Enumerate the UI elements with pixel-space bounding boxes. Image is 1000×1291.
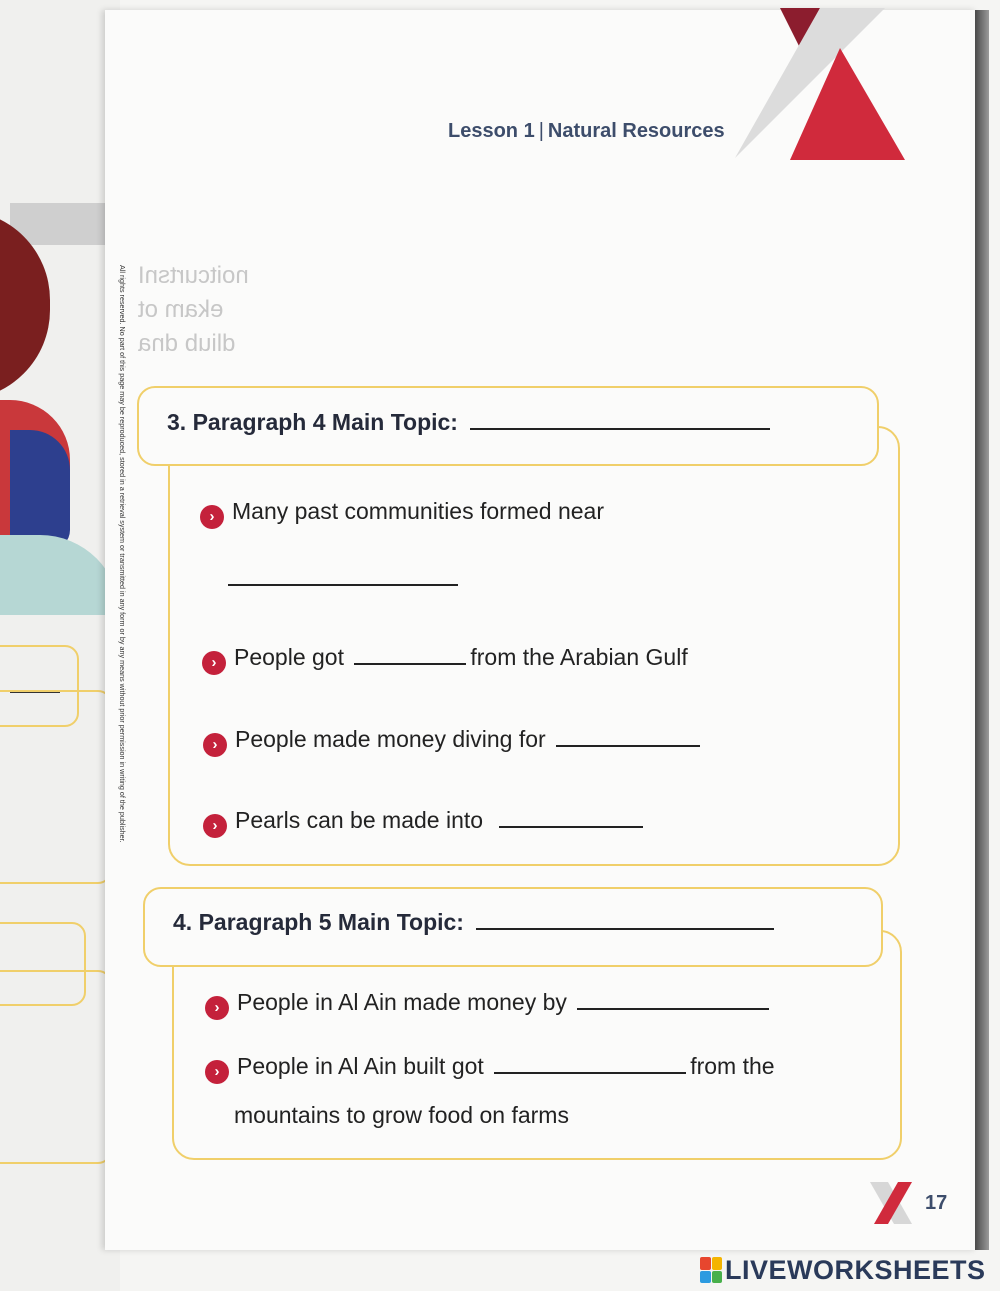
- chevron-right-icon: ›: [202, 651, 226, 675]
- section-4-title: [173, 909, 774, 936]
- bullet-text: People in Al Ain built got: [237, 1053, 484, 1079]
- bullet-text: Many past communities formed near: [232, 498, 604, 524]
- chevron-right-icon: ›: [200, 505, 224, 529]
- page-edge-shadow: [975, 10, 989, 1250]
- bullet-text: Pearls can be made into: [235, 807, 484, 833]
- section-4-bullet-1: [205, 989, 769, 1020]
- section-3-bullet-1-blank[interactable]: [228, 583, 458, 586]
- watermark: [700, 1254, 986, 1286]
- section-3-topic-blank[interactable]: [470, 427, 770, 430]
- section-4-bullet-2-blank[interactable]: [494, 1071, 686, 1074]
- watermark-text: LIVEWORKSHEETS: [725, 1254, 986, 1285]
- bullet-text: People got: [234, 644, 344, 670]
- bullet-text-after: from the Arabian Gulf: [470, 644, 688, 670]
- section-3-bullet-4: [203, 807, 643, 838]
- bullet-text: People in Al Ain made money by: [237, 989, 567, 1015]
- left-page-box: [0, 970, 112, 1164]
- footer-logo-icon: [868, 1180, 916, 1226]
- bleed-through-text: ekam ot: [138, 296, 224, 323]
- section-3-bullet-2-blank[interactable]: [354, 662, 466, 665]
- section-3-bullet-3: [203, 726, 700, 757]
- lesson-number: Lesson 1: [448, 120, 535, 142]
- copyright-notice: All rights reserved. No part of this page may be reproduced, stored in a retrieval system or transmitted in any form or by any means without prior permission in writing of the publisher.: [118, 265, 127, 843]
- section-4-bullet-2: [205, 1053, 775, 1084]
- section-3-bullet-1: [200, 498, 604, 529]
- bullet-text-after: from the: [690, 1053, 775, 1079]
- section-4-continuation: mountains to grow food on farms: [234, 1102, 569, 1128]
- section-3-bullet-2: [202, 644, 688, 675]
- section-3-bullet-4-blank[interactable]: [499, 825, 643, 828]
- chevron-right-icon: ›: [203, 814, 227, 838]
- bleed-through-text: noitcurtsnI: [138, 262, 249, 289]
- bleed-through-text: dliub dna: [138, 330, 236, 357]
- section-3-title-text: 3. Paragraph 4 Main Topic:: [167, 409, 458, 435]
- section-3-bullet-3-blank[interactable]: [556, 744, 700, 747]
- chevron-right-icon: ›: [205, 1060, 229, 1084]
- section-3-title: [167, 409, 770, 436]
- figure-illustration-clothing: [10, 430, 70, 550]
- page-number: 17: [925, 1192, 948, 1214]
- chevron-right-icon: ›: [205, 996, 229, 1020]
- chevron-right-icon: ›: [203, 733, 227, 757]
- corner-logo-icon: [730, 8, 910, 163]
- section-4-topic-blank[interactable]: [476, 927, 774, 930]
- bullet-text: People made money diving for: [235, 726, 546, 752]
- section-4-bullet-1-blank[interactable]: [577, 1007, 769, 1010]
- header-separator: |: [538, 120, 544, 142]
- left-page-box: [0, 690, 112, 884]
- lesson-header: [448, 120, 725, 143]
- section-4-title-text: 4. Paragraph 5 Main Topic:: [173, 909, 464, 935]
- lesson-topic: Natural Resources: [547, 120, 725, 142]
- liveworksheets-logo-icon: [700, 1257, 722, 1283]
